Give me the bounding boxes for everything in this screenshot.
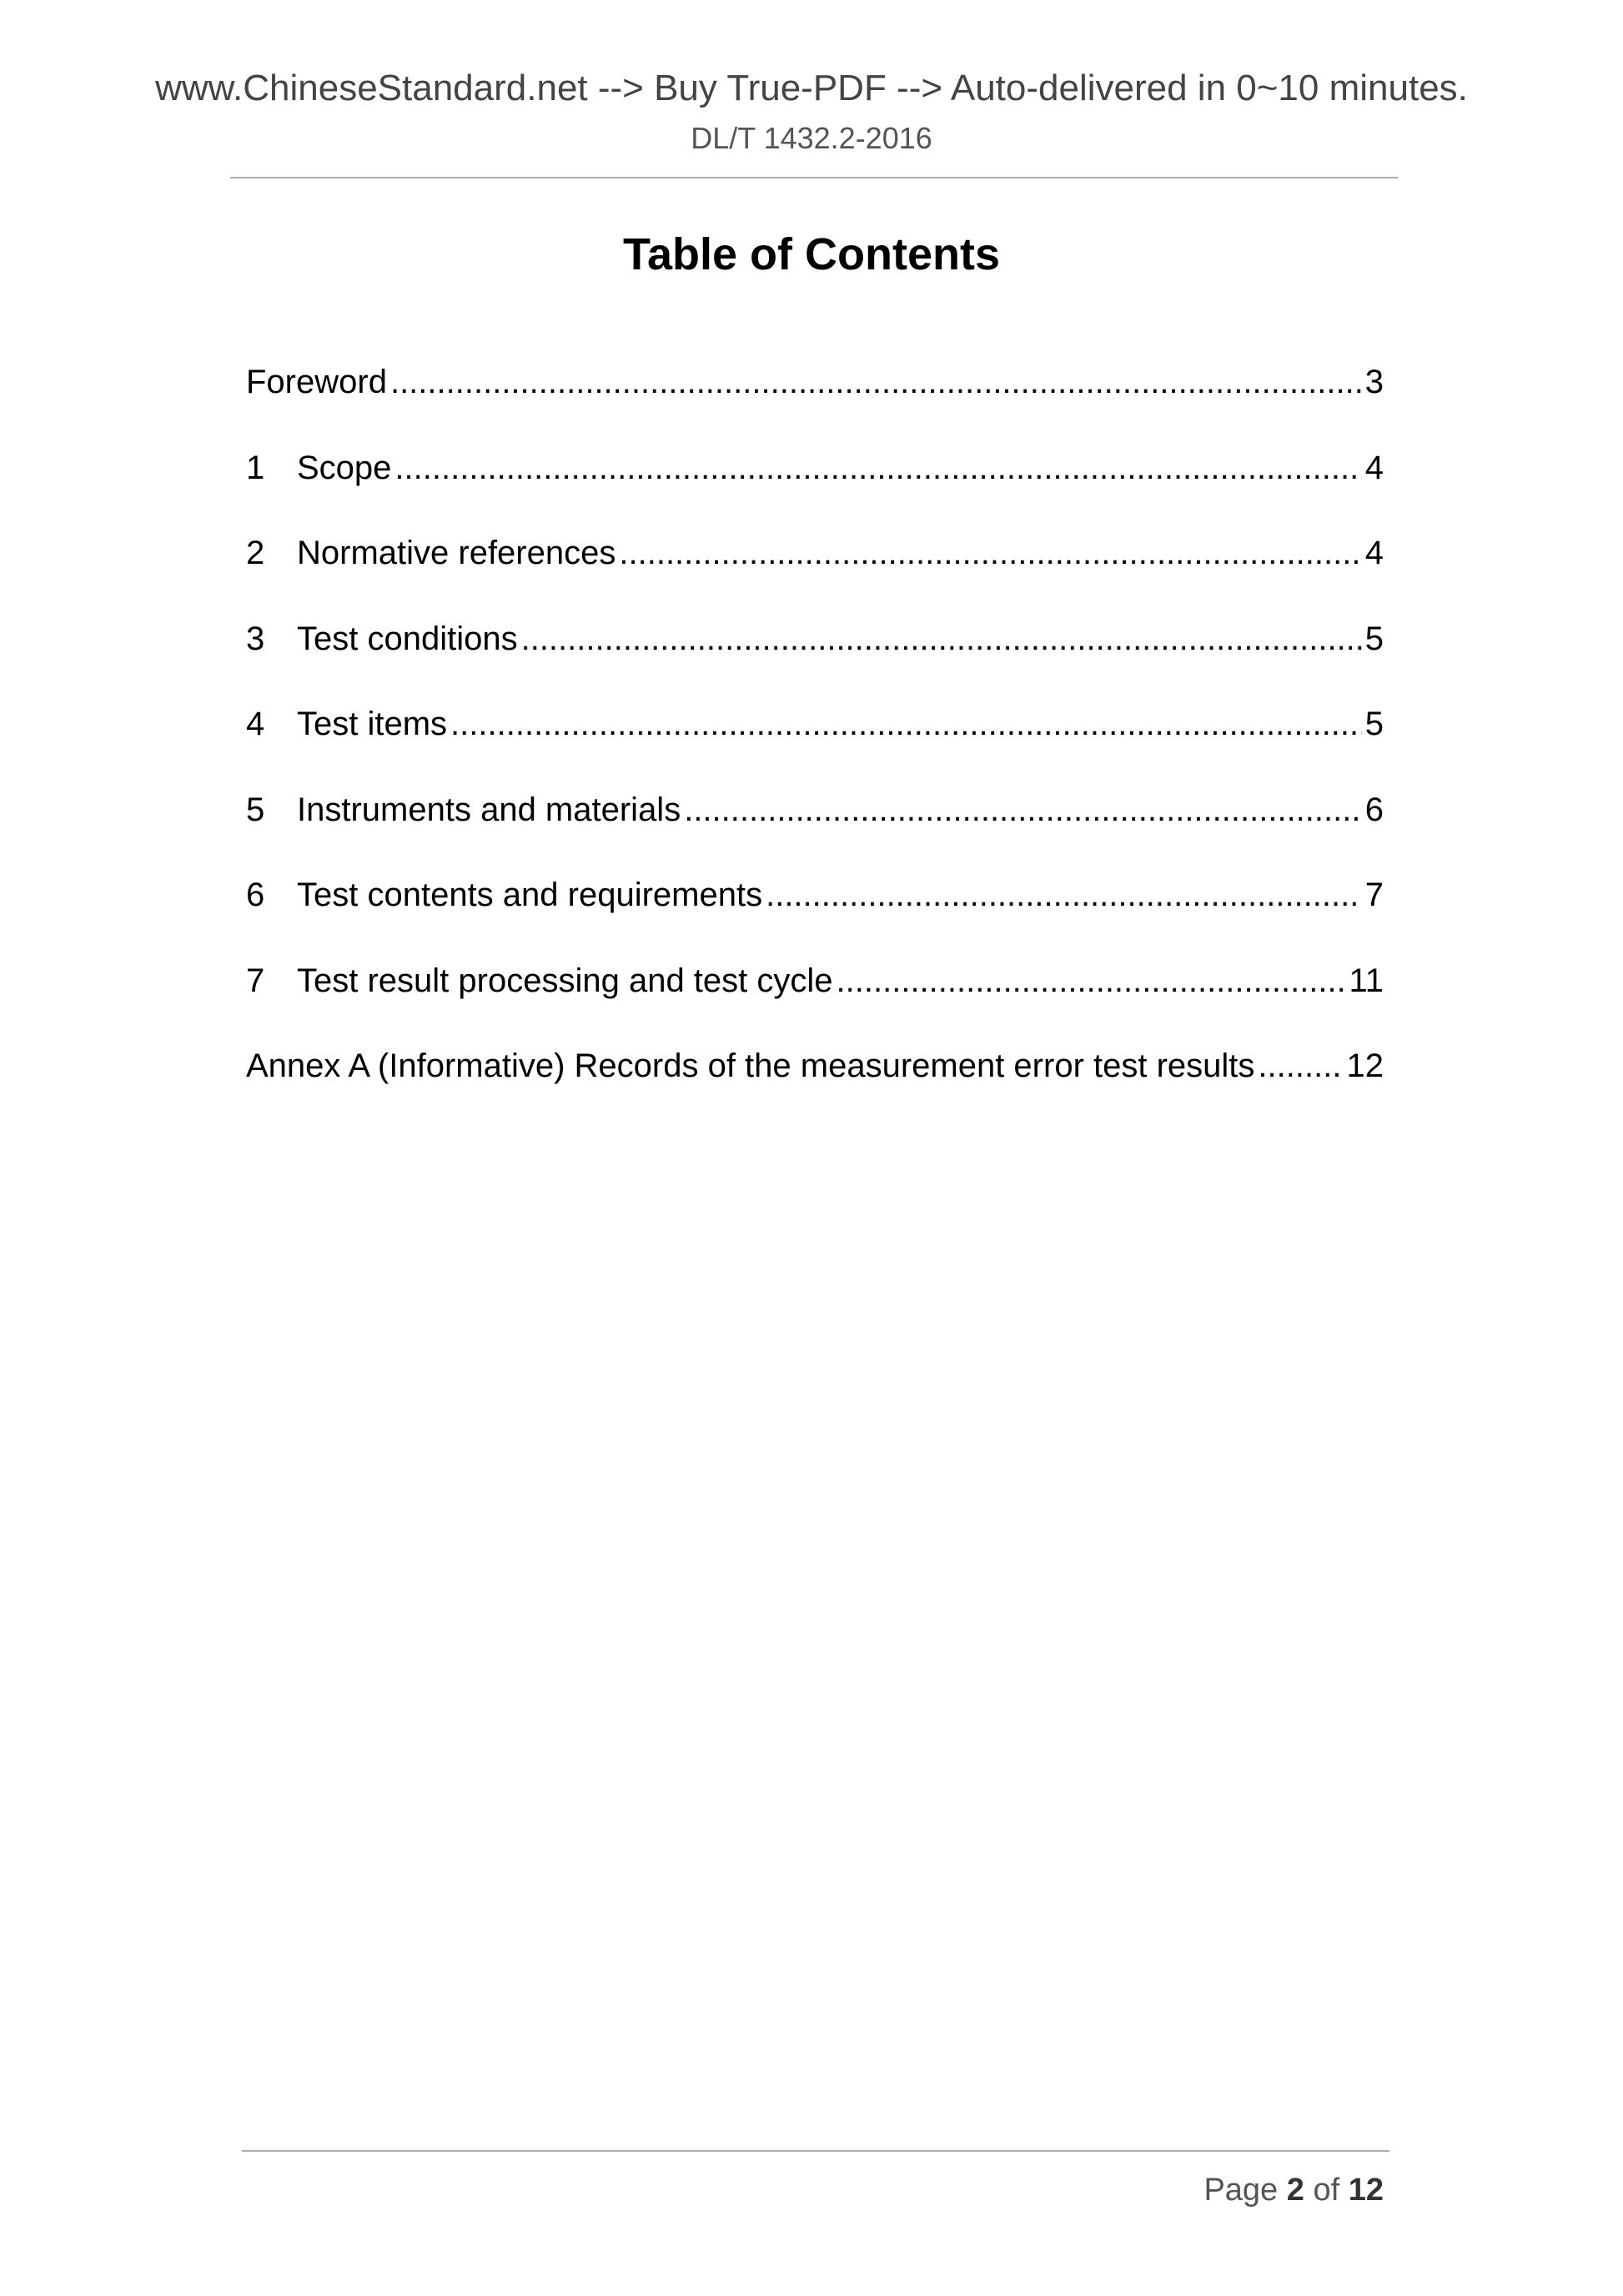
toc-entry-number: 2 bbox=[246, 535, 265, 571]
page-number-footer bbox=[1203, 2168, 1384, 2212]
toc-dot-leader bbox=[619, 531, 1361, 575]
toc-entry-test-contents-and-requirements[interactable] bbox=[246, 873, 1384, 959]
toc-entry-number: 5 bbox=[246, 791, 265, 828]
toc-title: Table of Contents bbox=[623, 229, 1000, 279]
toc-entry-instruments-and-materials[interactable] bbox=[246, 788, 1384, 874]
toc-dot-leader bbox=[450, 702, 1362, 746]
toc-entry-label: Scope bbox=[297, 449, 392, 486]
toc-entry-label: Foreword bbox=[246, 364, 387, 400]
toc-dot-leader bbox=[766, 873, 1362, 917]
toc-dot-leader bbox=[390, 360, 1362, 404]
toc-entry-label: Normative references bbox=[297, 535, 616, 571]
toc-entry-page: 7 bbox=[1364, 877, 1384, 913]
footer-divider bbox=[242, 2150, 1389, 2152]
toc-entry-scope[interactable] bbox=[246, 446, 1384, 532]
standard-code: DL/T 1432.2-2016 bbox=[691, 121, 932, 155]
toc-entry-test-result-processing[interactable] bbox=[246, 959, 1384, 1045]
toc-entry-test-conditions[interactable] bbox=[246, 617, 1384, 703]
toc-entry-number: 3 bbox=[246, 620, 265, 657]
toc-entry-label: Test result processing and test cycle bbox=[297, 962, 833, 999]
site-banner: www.ChineseStandard.net --> Buy True-PDF --> Auto-delivered in 0~10 minutes. bbox=[155, 68, 1468, 108]
toc-entry-number: 1 bbox=[246, 449, 265, 486]
toc-entry-number: 6 bbox=[246, 877, 265, 913]
toc-dot-leader bbox=[1258, 1044, 1343, 1088]
toc-dot-leader bbox=[394, 446, 1361, 490]
current-page-number: 2 bbox=[1286, 2173, 1304, 2208]
toc-entry-page: 11 bbox=[1349, 962, 1384, 999]
toc-entry-page: 3 bbox=[1364, 364, 1384, 400]
toc-entry-label: Test contents and requirements bbox=[297, 877, 763, 913]
of-word: of bbox=[1313, 2173, 1340, 2208]
toc-entry-label: Annex A (Informative) Records of the measurement error test results bbox=[246, 1048, 1255, 1084]
toc-entry-page: 5 bbox=[1364, 620, 1384, 657]
toc-entry-label: Test items bbox=[297, 706, 448, 742]
toc-entry-normative-references[interactable] bbox=[246, 531, 1384, 617]
toc-entry-test-items[interactable] bbox=[246, 702, 1384, 788]
toc-dot-leader bbox=[684, 788, 1362, 831]
toc-dot-leader bbox=[521, 617, 1362, 661]
total-pages-number: 12 bbox=[1348, 2173, 1384, 2208]
toc-entry-number: 4 bbox=[246, 706, 265, 742]
toc-list bbox=[246, 360, 1384, 1130]
toc-entry-foreword[interactable] bbox=[246, 360, 1384, 446]
toc-entry-page: 4 bbox=[1364, 449, 1384, 486]
toc-entry-page: 6 bbox=[1364, 791, 1384, 828]
toc-entry-page: 12 bbox=[1346, 1048, 1384, 1084]
toc-entry-label: Test conditions bbox=[297, 620, 518, 657]
toc-entry-page: 5 bbox=[1364, 706, 1384, 742]
header-divider bbox=[230, 177, 1398, 178]
toc-dot-leader bbox=[837, 959, 1346, 1002]
toc-entry-page: 4 bbox=[1364, 535, 1384, 571]
toc-entry-annex-a[interactable] bbox=[246, 1044, 1384, 1130]
toc-entry-number: 7 bbox=[246, 962, 265, 999]
page-word: Page bbox=[1203, 2173, 1279, 2208]
toc-entry-label: Instruments and materials bbox=[297, 791, 681, 828]
